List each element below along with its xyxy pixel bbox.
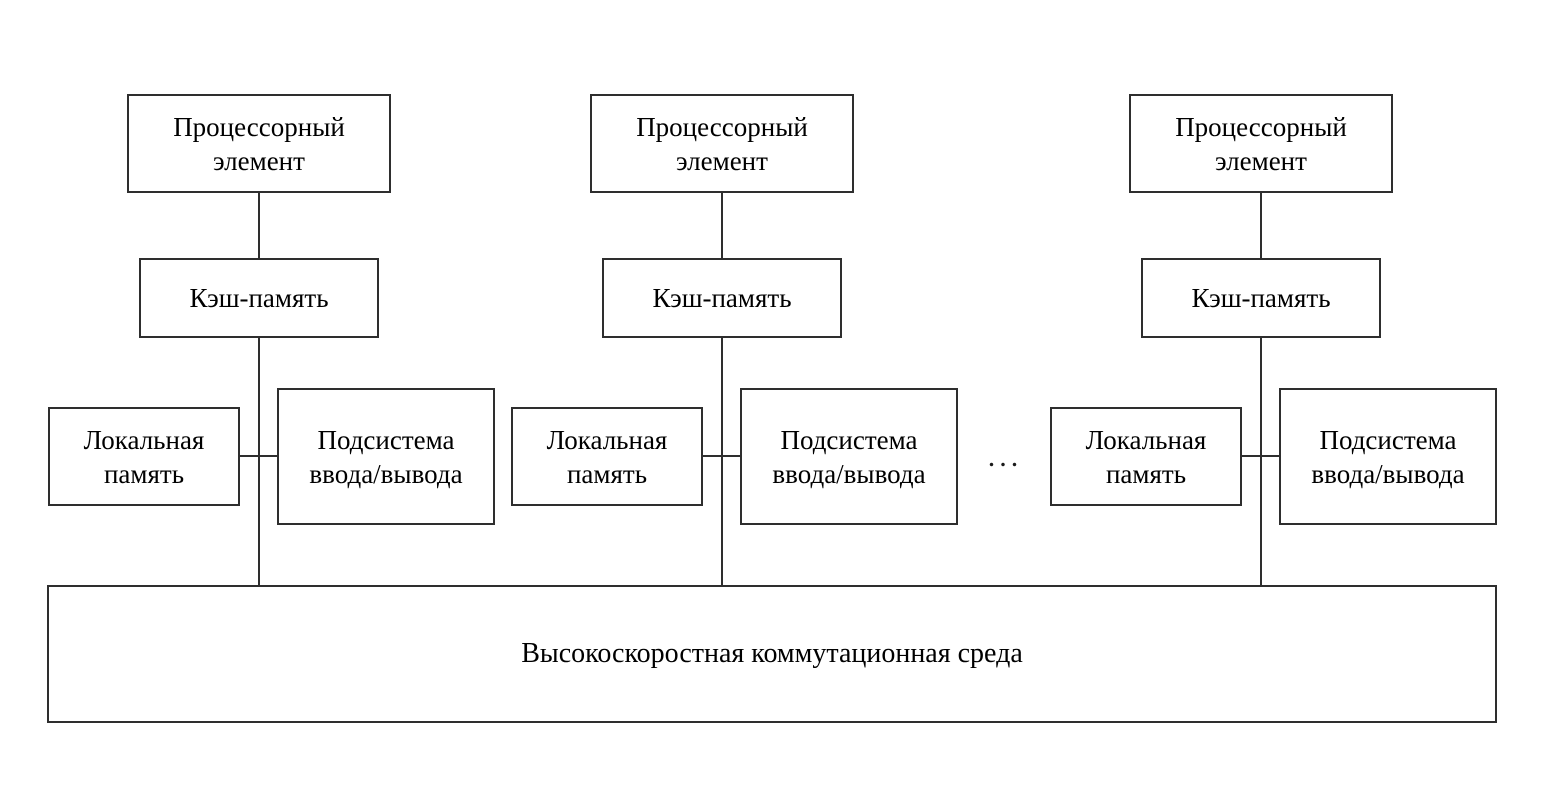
processor-cache-connector [1260,192,1262,258]
ellipsis-separator: ... [987,440,1023,473]
cache-bus-connector [721,338,723,585]
cache-memory-box: Кэш-память [139,258,379,338]
cache-bus-connector [1260,338,1262,585]
processor-node-group-1 [48,0,495,585]
io-subsystem-box: Подсистема ввода/вывода [277,388,495,525]
processor-cache-connector [258,192,260,258]
io-subsystem-box: Подсистема ввода/вывода [1279,388,1497,525]
memory-io-connector [701,455,742,457]
interconnect-bus-box: Высокоскоростная коммутационная среда [47,585,1497,723]
processor-cache-connector [721,192,723,258]
io-subsystem-box: Подсистема ввода/вывода [740,388,958,525]
memory-io-connector [238,455,279,457]
processor-node-group-2 [511,0,958,585]
processor-element-box: Процессорный элемент [1129,94,1393,193]
local-memory-box: Локальная память [48,407,240,506]
processor-element-box: Процессорный элемент [590,94,854,193]
cache-bus-connector [258,338,260,585]
processor-element-box: Процессорный элемент [127,94,391,193]
cache-memory-box: Кэш-память [602,258,842,338]
cache-memory-box: Кэш-память [1141,258,1381,338]
local-memory-box: Локальная память [1050,407,1242,506]
processor-node-group-3 [1050,0,1497,585]
local-memory-box: Локальная память [511,407,703,506]
memory-io-connector [1240,455,1281,457]
